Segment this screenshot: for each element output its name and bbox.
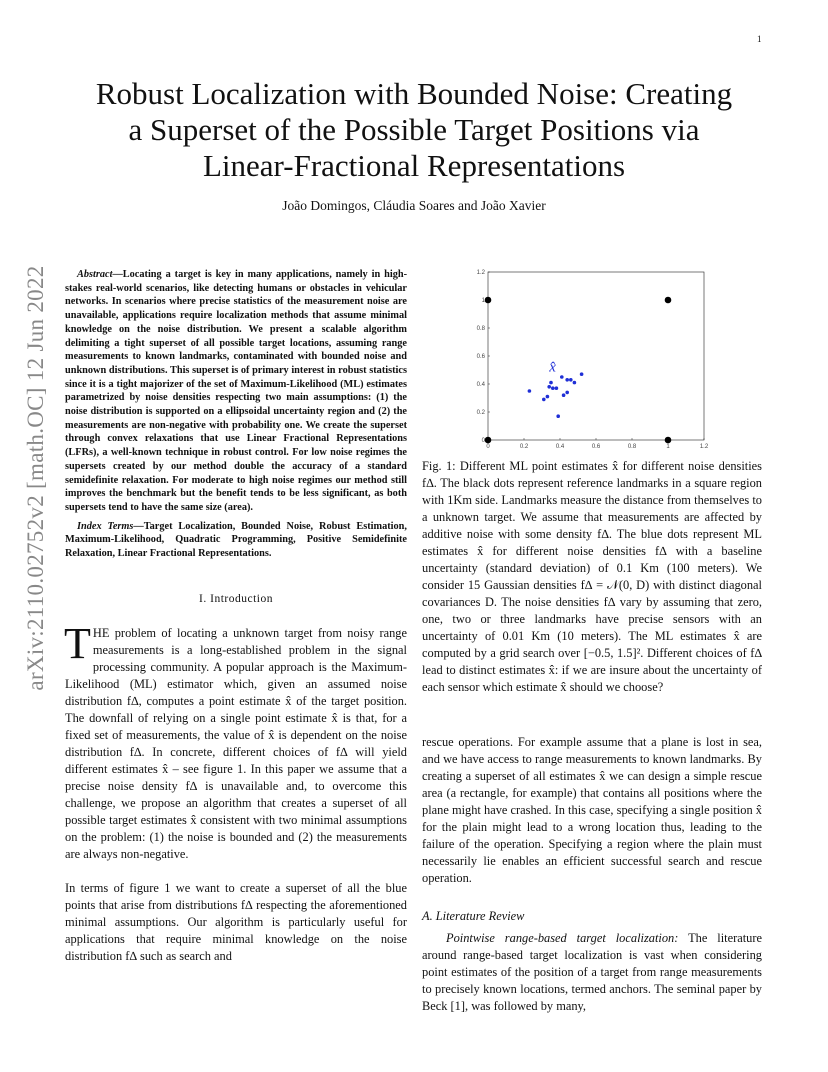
ml-estimate-point xyxy=(573,381,577,385)
title-line-1: Robust Localization with Bounded Noise: Creating xyxy=(95,76,733,111)
x-tick-label: 1 xyxy=(666,444,670,450)
intro-paragraph-2: In terms of figure 1 we want to create a superset of all the blue points that arise from distributions f∆ respecting the aforementioned minimal assumptions. Our algorithm is particularly useful for applications that require minimal knowledge on the noise distribution f∆ such as search and xyxy=(65,880,407,963)
intro-paragraph-1 xyxy=(64,618,407,863)
intro-text-1: HE problem of locating a unknown target from noisy range measurements is a long-established problem in the signal processing community. A popular approach is the Maximum-Likelihood (ML) estimator which, given an assumed noise distribution f∆, computes a point estimate x̂ of the target position. The downfall of relying on a single point estimate x̂ is that, for a fixed set of measurements, the value of x̂ is dependent on the noise distribution f∆. In concrete, different choices of f∆ will yield different estimates x̂ – see figure 1. In this paper we assume that a precise noise density f∆ is unavailable and, to overcome this challenge, we propose an algorithm that creates a superset of all possible target estimates x̂ consistent with two minimal assumptions on the problem: (1) the noise is bounded and (2) the measurements are always non-negative. xyxy=(65,625,407,861)
y-tick-label: 1.2 xyxy=(476,270,485,276)
drop-cap: T xyxy=(64,618,91,668)
ml-estimate-point xyxy=(560,375,564,379)
x-tick-label: 0.6 xyxy=(591,444,601,450)
title-line-3: Linear-Fractional Representations xyxy=(202,148,626,183)
estimate-symbol-label: x̂ xyxy=(549,359,556,376)
abstract xyxy=(65,268,407,515)
y-tick-label: 0.8 xyxy=(476,326,485,332)
caption-text: Fig. 1: Different ML point estimates x̂ for different noise densities f∆. The black dots represent reference landmarks in a square region with 1Km side. Landmarks measure the distance from themselves to a unknown target. We assume that measurements are affected by additive noise with some density f∆. The blue dots represent ML estimates x̂ for different noise densities f∆ with a baseline uncertainty (standard deviation) of 0.1 Km (100 meters). We consider 15 Gaussian densities f∆ = 𝒩(0, D) with distinct diagonal covariances D. The noise densities f∆ vary by assuming that zero, one, two or three landmarks have precise sensors with an uncertainty of 0.01 Km (10 meters). The ML estimates x̂ are computed by a grid search over [−0.5, 1.5]². Different choices of f∆ lead to distinct estimates x̂: if we are insure about the uncertainty of each sensor which estimate x̂ should we choose? xyxy=(422,459,762,694)
left-column xyxy=(65,268,407,965)
ml-estimate-point xyxy=(546,395,550,399)
literature-paragraph xyxy=(422,930,762,1015)
landmark-point xyxy=(485,437,492,444)
abstract-label: Abstract xyxy=(77,269,113,280)
abstract-text: —Locating a target is key in many applications, namely in high-stakes real-world scenarios, like detecting humans or obstacles in vehicular networks. In scenarios where precise statistics of the measurement noise are unavailable, applications require localization methods that assume minimal knowledge on the noise distribution. We present a scalable algorithm delimiting a tight superset of all possible target locations, assuming range measurements to known landmarks, contaminated with bounded noise and unknown distributions. This superset is of primary interest in robust statistics since it is a tight majorizer of the set of Maximum-Likelihood (ML) estimates parametrized by noise densities respecting two main assumptions: (1) the noise distribution is supported on a ellipsoidal uncertainty region and (2) the measurements are non-negative with probability one. We create the superset through convex relaxations that use Linear Fractional Representations (LFRs), a well-known technique in robust control. For low noise regimes the supersets created by our method double the accuracy of a standard semidefinite relaxation. For moderate to high noise regimes our method still improves the benchmark but the benefit tends to be less significant, as both supersets tend to have the same size (area). xyxy=(65,269,407,513)
landmark-point xyxy=(665,437,672,444)
ml-estimate-point xyxy=(542,398,546,402)
landmark-point xyxy=(485,297,492,304)
author-list: João Domingos, Cláudia Soares and João Xavier xyxy=(282,198,546,213)
intro-paragraph-3: rescue operations. For example assume that a plane is lost in sea, and we have access to range measurements to known landmarks. By creating a superset of all estimates x̂ we can design a simple rescue area (a rectangle, for example) that contains all positions where the plane might have crashed. In this case, specifying a single position x̂ for the plain might lead to a wrong location thus, leading to the failure of the operation. Specifying a region where the plain must necessarily lie enables an efficient successful search and rescue operation. xyxy=(422,735,762,885)
x-tick-label: 0.8 xyxy=(627,444,637,450)
y-tick-label: 0 xyxy=(481,438,485,444)
index-terms-text: —Target Localization, Bounded Noise, Robust Estimation, Maximum-Likelihood, Quadratic Programming, Positive Semidefinite Relaxation, Linear Fractional Representations. xyxy=(65,520,407,560)
y-tick-label: 0.4 xyxy=(476,382,485,388)
x-tick-label: 0.4 xyxy=(555,444,565,450)
ml-estimate-point xyxy=(547,385,551,389)
ml-estimate-point xyxy=(565,391,569,395)
figure-1-caption xyxy=(422,458,762,696)
ml-estimate-point xyxy=(562,393,566,397)
ml-estimate-point xyxy=(555,386,559,390)
landmark-point xyxy=(665,297,672,304)
ml-estimate-point xyxy=(556,414,560,418)
paper-title xyxy=(60,76,768,184)
figure-1-scatter-plot xyxy=(474,268,724,458)
x-tick-label: 1.2 xyxy=(699,444,709,450)
page-number: 1 xyxy=(757,34,762,44)
ml-estimate-point xyxy=(549,381,553,385)
y-tick-label: 1 xyxy=(481,298,485,304)
x-tick-label: 0.2 xyxy=(519,444,529,450)
literature-lead: Pointwise range-based target localization: xyxy=(446,931,679,945)
right-column-body xyxy=(422,734,762,1015)
subsection-heading-literature-review: A. Literature Review xyxy=(422,909,525,923)
y-tick-label: 0.6 xyxy=(476,354,485,360)
y-tick-label: 0.2 xyxy=(476,410,485,416)
ml-estimate-point xyxy=(580,372,584,376)
arxiv-identifier: arXiv:2110.02752v2 [math.OC] 12 Jun 2022 xyxy=(23,265,48,691)
index-terms-label: Index Terms xyxy=(77,520,134,532)
literature-text: The literature around range-based target localization is vast when considering point estimates of the position of a target from range measurements to precisely known locations, termed anchors. The seminal paper by Beck [1], was followed by many, xyxy=(422,931,762,1013)
ml-estimate-point xyxy=(565,378,569,382)
section-heading-introduction: I. Introduction xyxy=(199,592,273,605)
ml-estimate-point xyxy=(551,386,555,390)
x-tick-label: 0 xyxy=(486,444,490,450)
index-terms xyxy=(65,520,407,561)
ml-estimate-point xyxy=(569,378,573,382)
title-line-2: a Superset of the Possible Target Positions via xyxy=(128,112,700,147)
ml-estimate-point xyxy=(528,389,532,393)
plot-axes-box xyxy=(488,272,704,440)
